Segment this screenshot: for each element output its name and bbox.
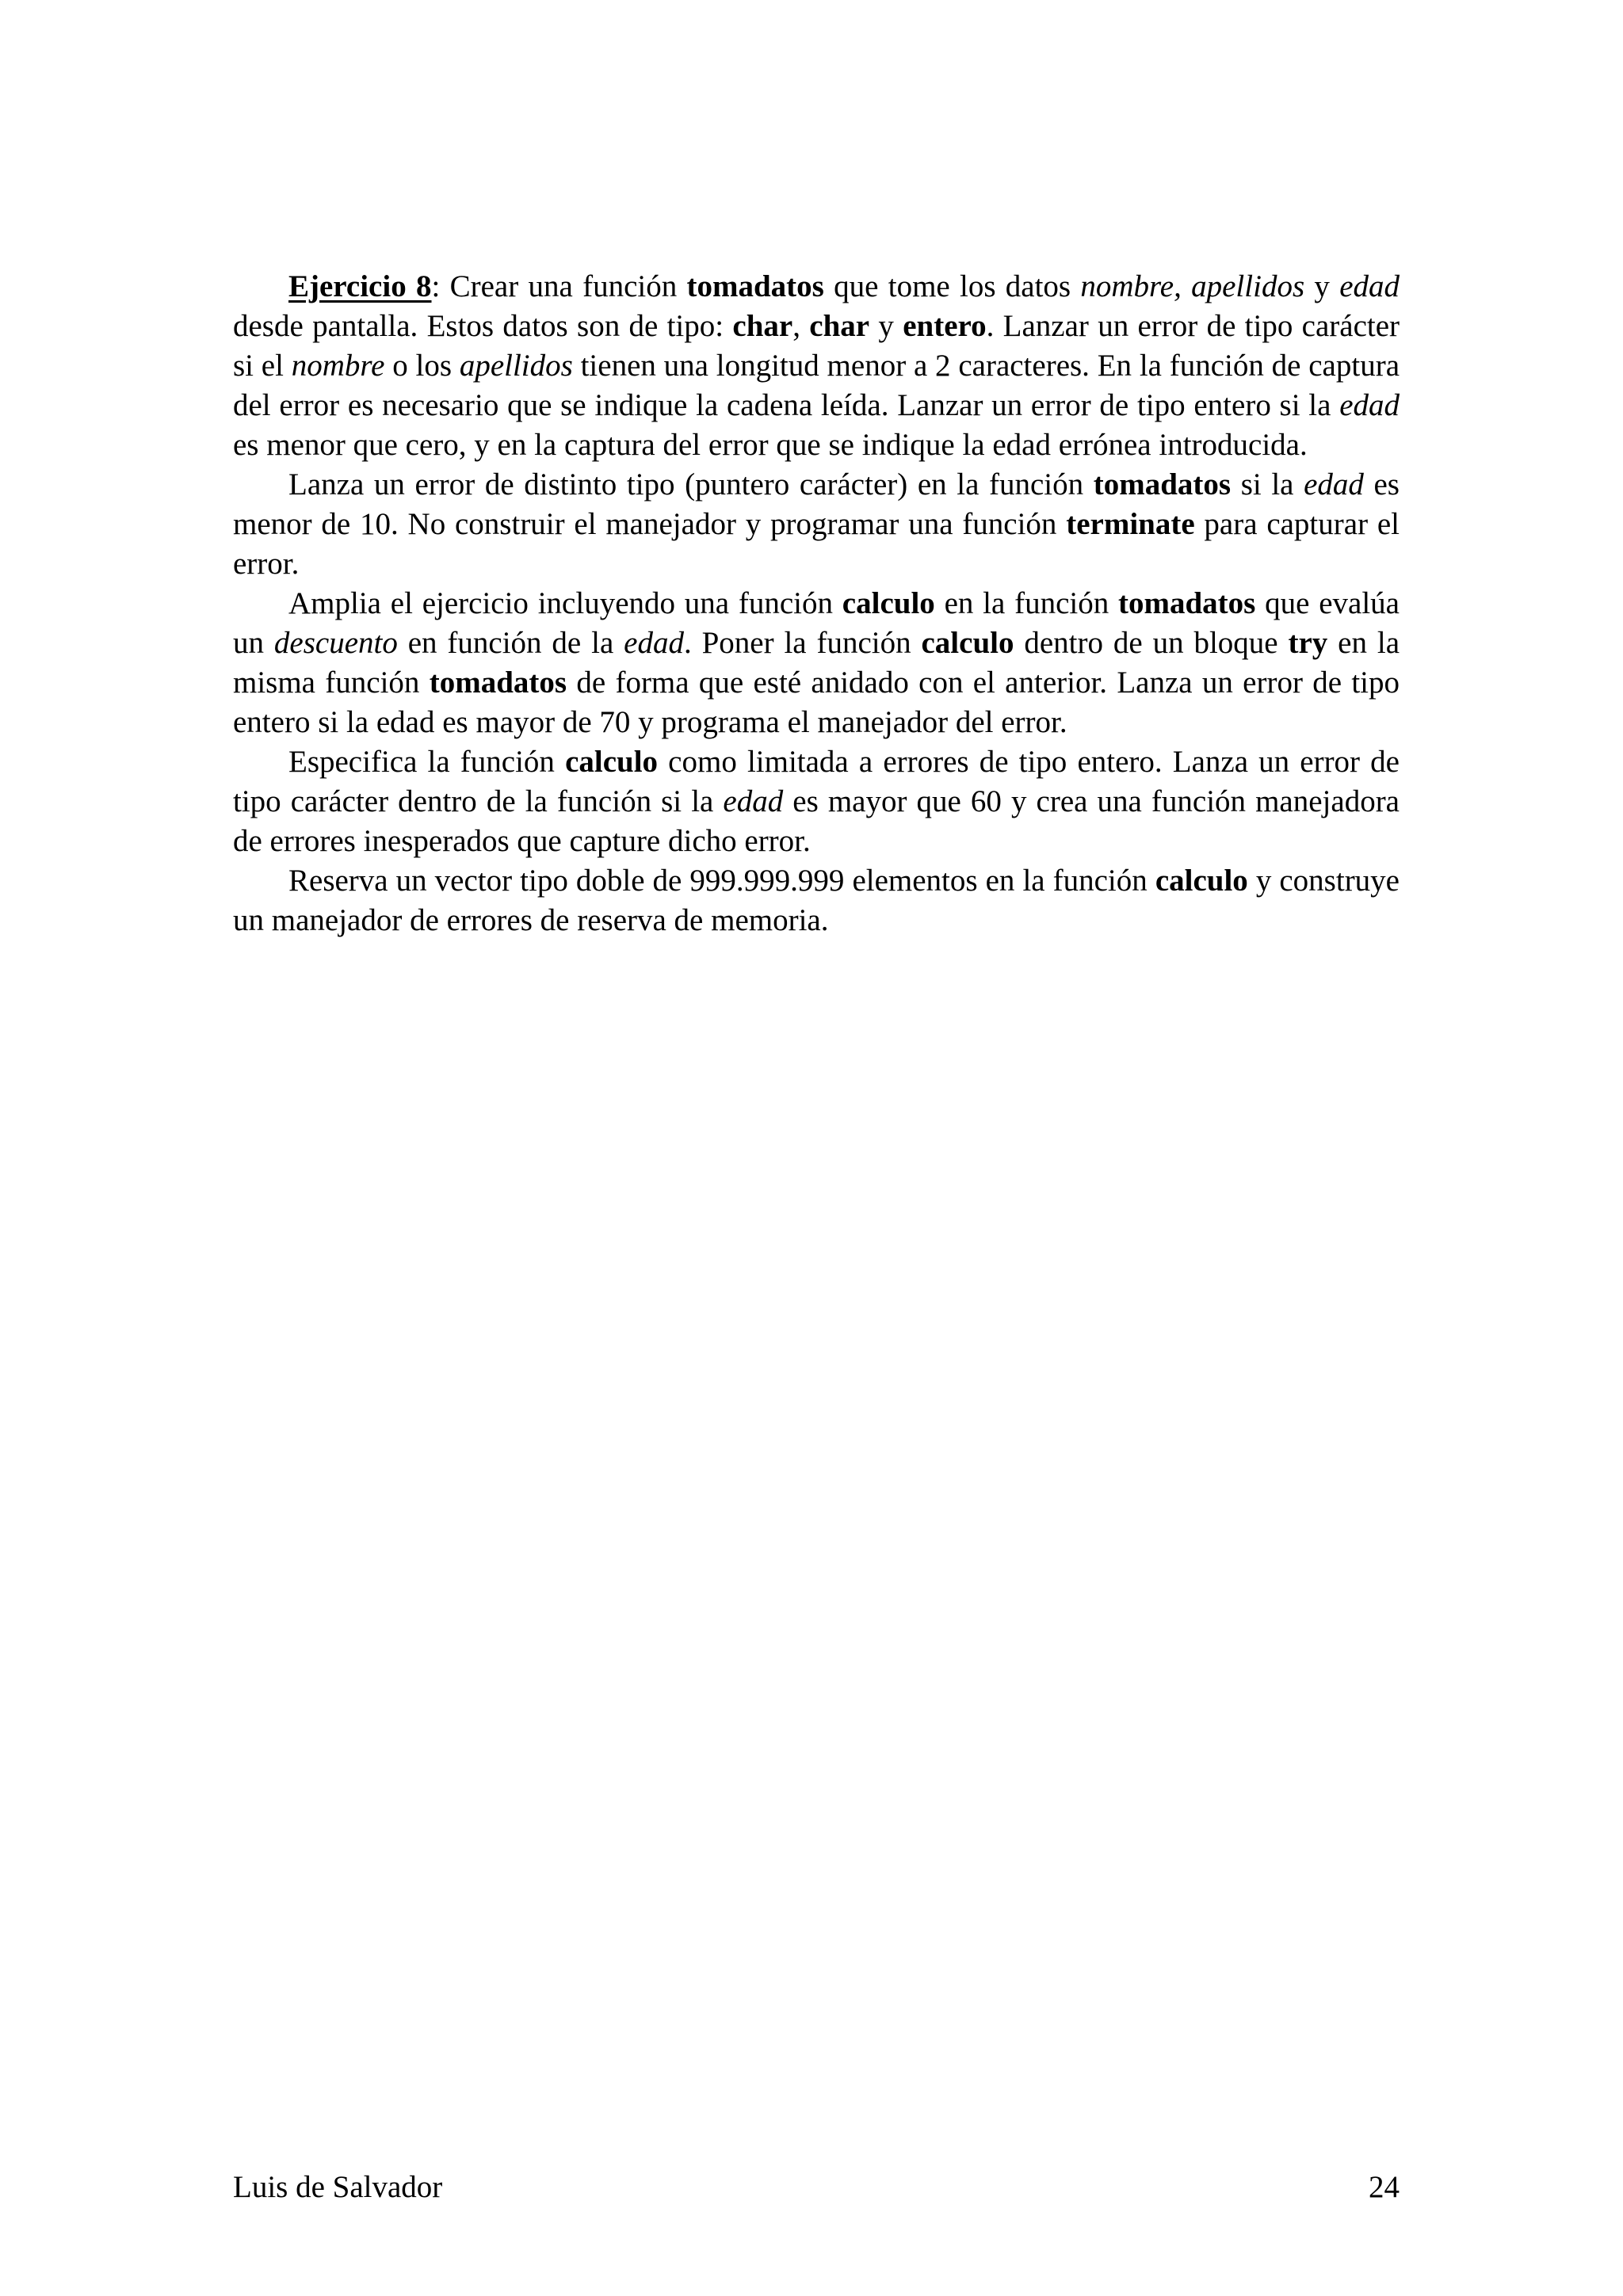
text-run: si la — [1231, 467, 1304, 502]
text-run: tienen una longitud menor a 2 caracteres. En la función de captura del error es necesario que se indique la cadena leída. Lanzar un error de tipo entero si la — [233, 349, 1400, 422]
italic-term: apellidos — [459, 349, 573, 383]
italic-term: edad — [1304, 467, 1364, 502]
text-run: en función de la — [397, 626, 624, 660]
text-run: . Lanzar un error de tipo carácter si el — [233, 309, 1400, 383]
text-run: dentro de un bloque — [1014, 626, 1289, 660]
text-run: de forma que esté anidado con el anterior. Lanza un error de tipo entero si la edad es mayor de 70 y programa el manejador del error. — [233, 666, 1400, 739]
text-run: como limitada a errores de tipo entero. Lanza un error de tipo carácter dentro de la función si la — [233, 745, 1400, 818]
bold-term: tomadatos — [686, 269, 824, 303]
italic-term: edad — [1339, 388, 1400, 422]
text-run: Lanza un error de distinto tipo (puntero carácter) en la función — [288, 467, 1094, 502]
text-run: es menor que cero, y en la captura del error que se indique la edad errónea introducida. — [233, 428, 1308, 462]
text-run: para capturar el error. — [233, 507, 1400, 581]
text-run: y construye un manejador de errores de reserva de memoria. — [233, 864, 1400, 937]
footer-page-number: 24 — [1369, 2170, 1400, 2204]
italic-term: nombre, apellidos — [1080, 269, 1305, 303]
text-run: , — [792, 309, 810, 343]
italic-term: edad — [624, 626, 684, 660]
paragraph-4 — [233, 742, 1400, 861]
italic-term: edad — [723, 784, 784, 818]
bold-term: calculo — [921, 626, 1014, 660]
bold-term: calculo — [565, 745, 659, 779]
text-run: en la misma función — [233, 626, 1400, 700]
text-run: desde pantalla. Estos datos son de tipo: — [233, 309, 733, 343]
text-run: o los — [384, 349, 460, 383]
text-run: que tome los datos — [823, 269, 1081, 303]
bold-term: tomadatos — [1093, 467, 1232, 502]
text-run: Especifica la función — [288, 745, 566, 779]
bold-term: terminate — [1066, 507, 1195, 541]
italic-term: edad — [1339, 269, 1400, 303]
page-footer — [233, 2168, 1400, 2207]
text-run: : Crear una función — [431, 269, 687, 303]
bold-term: try — [1288, 626, 1328, 660]
paragraph-5 — [233, 861, 1400, 940]
bold-term: calculo — [842, 586, 935, 620]
exercise-heading: Ejercicio 8 — [288, 269, 432, 303]
bold-term: tomadatos — [1118, 586, 1256, 620]
text-run: en la función — [934, 586, 1118, 620]
bold-term: char — [809, 309, 870, 343]
text-run: Amplia el ejercicio incluyendo una función — [288, 586, 842, 620]
text-run: Reserva un vector tipo doble de 999.999.999 elementos en la función — [288, 864, 1155, 898]
text-run: y — [1304, 269, 1340, 303]
paragraph-1 — [233, 267, 1400, 465]
bold-term: calculo — [1155, 864, 1248, 898]
italic-term: descuento — [273, 626, 398, 660]
bold-term: entero — [903, 309, 987, 343]
bold-term: tomadatos — [429, 666, 567, 700]
text-run: es menor de 10. No construir el manejador y programar una función — [233, 467, 1400, 541]
text-run: es mayor que 60 y crea una función manejadora de errores inesperados que capture dicho error. — [233, 784, 1400, 858]
text-run: . Poner la función — [683, 626, 922, 660]
paragraph-2 — [233, 465, 1400, 584]
text-run: que evalúa un — [233, 586, 1400, 660]
footer-author: Luis de Salvador — [233, 2170, 443, 2204]
exercise-body — [233, 267, 1400, 940]
italic-term: nombre — [291, 349, 385, 383]
paragraph-3 — [233, 584, 1400, 742]
text-run: y — [869, 309, 903, 343]
bold-term: char — [732, 309, 793, 343]
